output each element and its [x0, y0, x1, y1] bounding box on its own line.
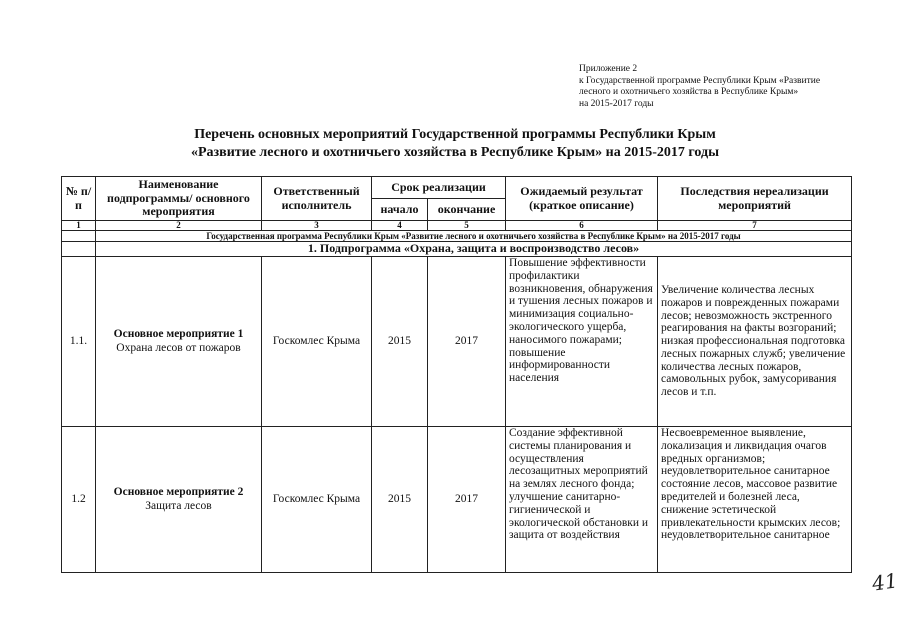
row-result: Создание эффективной системы планирования и осуществления лесозащитных мероприятий на землях лесного фонда; улучшение санитарно-гигиенической и экологической обстановки и защита от воздействия — [506, 427, 658, 573]
col-number: 7 — [658, 221, 852, 231]
header-result: Ожидаемый результат (краткое описание) — [506, 177, 658, 221]
header-end: окончание — [428, 199, 506, 221]
measures-table — [61, 176, 852, 573]
row-consequences: Несвоевременное выявление, локализация и ликвидация очагов вредных организмов; неудовлетворительное санитарное состояние лесов, массовое развитие вредителей и болезней леса, снижение эстетической привлекательности крымских лесов; неудовлетворительное санитарное — [658, 427, 852, 573]
document-title-line1: Перечень основных мероприятий Государственной программы Республики Крым — [194, 127, 716, 142]
header-start: начало — [372, 199, 428, 221]
header-executor: Ответственный исполнитель — [262, 177, 372, 221]
document-title-line2: «Развитие лесного и охотничьего хозяйства в Республике Крым» на 2015-2017 годы — [190, 145, 720, 160]
table-row — [62, 427, 852, 573]
appendix-line: к Государственной программе Республики Крым «Развитие — [579, 75, 821, 86]
appendix-line: на 2015-2017 годы — [579, 98, 654, 109]
header-name: Наименование подпрограммы/ основного мероприятия — [96, 177, 262, 221]
row-num: 1.2 — [62, 427, 96, 573]
program-row: Государственная программа Республики Крым «Развитие лесного и охотничьего хозяйства в Республике Крым» на 2015-2017 годы — [96, 231, 852, 242]
col-number: 2 — [96, 221, 262, 231]
row-result: Повышение эффективности профилактики возникновения, обнаружения и тушения лесных пожаров и минимизация социально-экологического ущерба, наносимого пожарами; повышение информированности населения — [506, 257, 658, 427]
table-row — [62, 257, 852, 427]
row-end: 2017 — [428, 427, 506, 573]
col-number: 1 — [62, 221, 96, 231]
row-end: 2017 — [428, 257, 506, 427]
col-number: 4 — [372, 221, 428, 231]
appendix-line: Приложение 2 — [579, 64, 638, 74]
row-executor: Госкомлес Крыма — [262, 257, 372, 427]
page-number: 41 — [870, 568, 899, 596]
row-name-bold: Основное мероприятие 1 — [113, 328, 244, 340]
header-num: № п/п — [62, 177, 96, 221]
col-number: 6 — [506, 221, 658, 231]
row-start: 2015 — [372, 257, 428, 427]
row-num: 1.1. — [62, 257, 96, 427]
header-period: Срок реализации — [372, 177, 506, 199]
header-consequences: Последствия нереализации мероприятий — [658, 177, 852, 221]
row-name — [96, 427, 262, 573]
appendix-line: лесного и охотничьего хозяйства в Республике Крым» — [579, 87, 799, 97]
subprogram-row: 1. Подпрограмма «Охрана, защита и воспроизводство лесов» — [96, 242, 852, 257]
row-executor: Госкомлес Крыма — [262, 427, 372, 573]
appendix-note — [579, 64, 879, 110]
col-number: 3 — [262, 221, 372, 231]
row-start: 2015 — [372, 427, 428, 573]
row-name-text: Защита лесов — [145, 499, 212, 512]
row-name-bold: Основное мероприятие 2 — [113, 486, 244, 498]
row-consequences: Увеличение количества лесных пожаров и поврежденных пожарами лесов; невозможность экстренного реагирования на факты возгораний; низкая профессиональная подготовка лесных пожарных служб; увеличение количества лесных пожаров, самовольных рубок, замусоривания лесов и т.п. — [658, 257, 852, 427]
row-name-text: Охрана лесов от пожаров — [116, 341, 241, 354]
col-number: 5 — [428, 221, 506, 231]
row-name — [96, 257, 262, 427]
